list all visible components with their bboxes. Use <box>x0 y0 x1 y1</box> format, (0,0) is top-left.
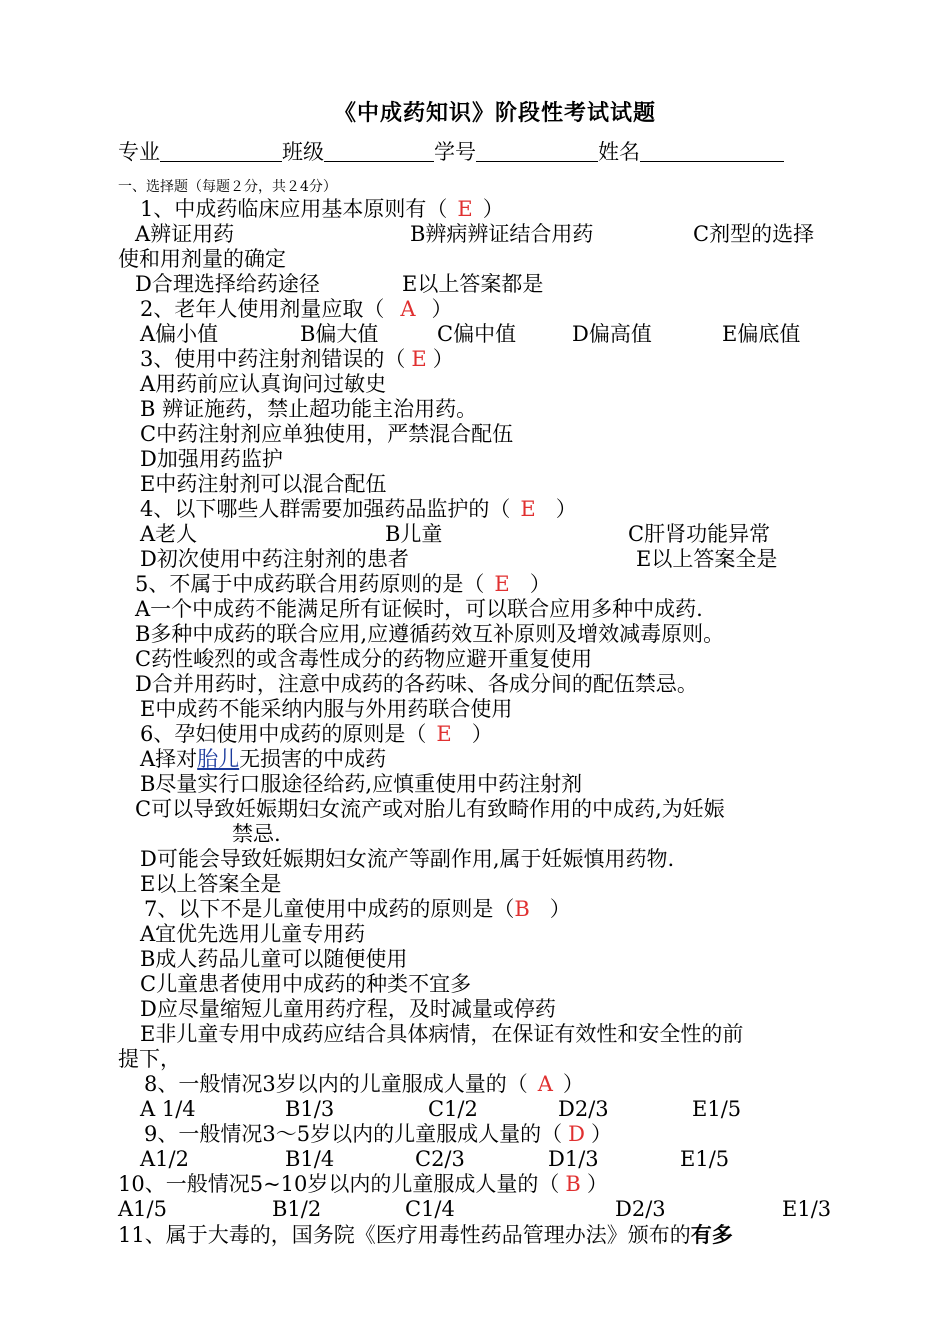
question-5-option-a: A一个中成药不能满足所有证候时，可以联合应用多种中成药. <box>135 597 703 621</box>
question-9-stem: 9、一般情况3～5岁以内的儿童服成人量的（ D ） <box>144 1122 612 1146</box>
question-7-option-b: B成人药品儿童可以随便使用 <box>140 947 408 971</box>
question-10-option-a: A1/5 <box>118 1197 167 1221</box>
question-8-option-b: B1/3 <box>285 1097 335 1121</box>
question-9-option-b: B1/4 <box>285 1147 335 1171</box>
question-4-option-c: C肝肾功能异常 <box>628 522 771 546</box>
name-label: 姓名 <box>598 140 640 164</box>
question-9-answer: D <box>568 1122 585 1146</box>
question-2-option-c: C偏中值 <box>437 322 517 346</box>
question-6-stem: 6、孕妇使用中成药的原则是（ E ） <box>140 722 493 746</box>
class-label: 班级 <box>282 140 324 164</box>
question-2-option-a: A偏小值 <box>140 322 219 346</box>
question-3-answer: E <box>411 347 427 371</box>
question-11-stem: 11、属于大毒的，国务院《医疗用毒性药品管理办法》颁布的有多 <box>118 1222 733 1247</box>
question-3-option-c: C中药注射剂应单独使用，严禁混合配伍 <box>140 422 514 446</box>
question-5-option-e: E中成药不能采纳内服与外用药联合使用 <box>140 697 513 721</box>
name-blank[interactable] <box>640 139 784 162</box>
question-4-option-b: B儿童 <box>385 522 443 546</box>
question-2-option-b: B偏大值 <box>300 322 379 346</box>
question-3-option-b: B 辨证施药，禁止超功能主治用药。 <box>140 397 478 421</box>
question-2-option-d: D偏高值 <box>572 322 652 346</box>
question-3-option-d: D加强用药监护 <box>140 447 283 471</box>
question-4-option-d: D初次使用中药注射剂的患者 <box>140 547 409 571</box>
question-5-stem: 5、不属于中成药联合用药原则的是（ E ） <box>135 572 551 596</box>
class-blank[interactable] <box>324 139 434 162</box>
question-7-stem: 7、以下不是儿童使用中成药的原则是（B ） <box>144 897 571 921</box>
question-7-option-a: A宜优先选用儿童专用药 <box>140 922 366 946</box>
question-8-option-e: E1/5 <box>692 1097 742 1121</box>
student-info-line <box>118 136 784 166</box>
question-5-option-c: C药性峻烈的或含毒性成分的药物应避开重复使用 <box>135 647 593 671</box>
question-1-option-d: D合理选择给药途径 <box>135 272 320 296</box>
question-7-option-e: E非儿童专用中成药应结合具体病情，在保证有效性和安全性的前 <box>140 1022 744 1046</box>
student-no-blank[interactable] <box>476 139 598 162</box>
question-5-option-d: D合并用药时，注意中成药的各药味、各成分间的配伍禁忌。 <box>135 672 698 696</box>
question-3-stem: 3、使用中药注射剂错误的（ E ） <box>140 347 454 371</box>
question-1-stem: 1、中成药临床应用基本原则有（ E ） <box>140 197 504 221</box>
question-2-stem: 2、老年人使用剂量应取（ A ） <box>140 297 453 321</box>
question-4-option-a: A老人 <box>140 522 198 546</box>
question-6-option-b: B尽量实行口服途径给药,应慎重使用中药注射剂 <box>140 772 583 796</box>
question-6-option-a: A择对胎儿无损害的中成药 <box>140 747 387 771</box>
question-1-answer: E <box>457 197 473 221</box>
question-9-option-a: A1/2 <box>140 1147 189 1171</box>
question-1-option-b: B辨病辨证结合用药 <box>410 222 594 246</box>
question-1-option-c: C剂型的选择 <box>693 222 815 246</box>
question-2-option-e: E偏底值 <box>722 322 801 346</box>
question-7-answer: B <box>514 897 530 921</box>
question-10-option-d: D2/3 <box>615 1197 666 1221</box>
question-4-answer: E <box>520 497 536 521</box>
question-11-emphasis: 有多 <box>690 1222 733 1247</box>
question-6-option-c-cont: 禁忌. <box>232 822 281 846</box>
question-9-option-c: C2/3 <box>415 1147 465 1171</box>
question-3-option-e: E中药注射剂可以混合配伍 <box>140 472 387 496</box>
major-blank[interactable] <box>160 139 282 162</box>
question-7-option-d: D应尽量缩短儿童用药疗程，及时减量或停药 <box>140 997 556 1021</box>
question-8-stem: 8、一般情况3岁以内的儿童服成人量的（ A ） <box>144 1072 584 1096</box>
question-1-option-c-cont: 使和用剂量的确定 <box>118 247 286 271</box>
question-4-stem: 4、以下哪些人群需要加强药品监护的（ E ） <box>140 497 577 521</box>
question-2-answer: A <box>400 297 416 321</box>
question-8-option-c: C1/2 <box>428 1097 478 1121</box>
question-9-option-e: E1/5 <box>680 1147 730 1171</box>
question-10-option-b: B1/2 <box>272 1197 322 1221</box>
question-8-option-d: D2/3 <box>558 1097 609 1121</box>
question-6-answer: E <box>436 722 452 746</box>
question-3-option-a: A用药前应认真询问过敏史 <box>140 372 387 396</box>
question-5-option-b: B多种中成药的联合应用,应遵循药效互补原则及增效减毒原则。 <box>135 622 725 646</box>
question-9-option-d: D1/3 <box>548 1147 599 1171</box>
question-6-option-c: C可以导致妊娠期妇女流产或对胎儿有致畸作用的中成药,为妊娠 <box>135 797 725 821</box>
question-8-option-a: A 1/4 <box>140 1097 196 1121</box>
question-1-option-a: A辨证用药 <box>135 222 235 246</box>
question-10-stem: 10、一般情况5~10岁以内的儿童服成人量的（ B ） <box>118 1172 608 1196</box>
question-8-answer: A <box>537 1072 553 1096</box>
question-10-answer: B <box>565 1172 581 1196</box>
question-7-option-e-cont: 提下， <box>118 1047 181 1071</box>
question-6-option-e: E以上答案全是 <box>140 872 282 896</box>
exam-title: 《中成药知识》阶段性考试试题 <box>333 101 656 126</box>
question-7-option-c: C儿童患者使用中成药的种类不宜多 <box>140 972 472 996</box>
section-heading: 一、选择题（每题２分，共２4分） <box>118 179 337 195</box>
question-10-option-e: E1/3 <box>782 1197 832 1221</box>
major-label: 专业 <box>118 140 160 164</box>
fetus-link[interactable]: 胎儿 <box>197 747 240 771</box>
question-6-option-d: D可能会导致妊娠期妇女流产等副作用,属于妊娠慎用药物. <box>140 847 675 871</box>
question-1-option-e: E以上答案都是 <box>402 272 544 296</box>
student-no-label: 学号 <box>434 140 476 164</box>
question-5-answer: E <box>494 572 510 596</box>
question-4-option-e: E以上答案全是 <box>636 547 778 571</box>
question-10-option-c: C1/4 <box>405 1197 455 1221</box>
